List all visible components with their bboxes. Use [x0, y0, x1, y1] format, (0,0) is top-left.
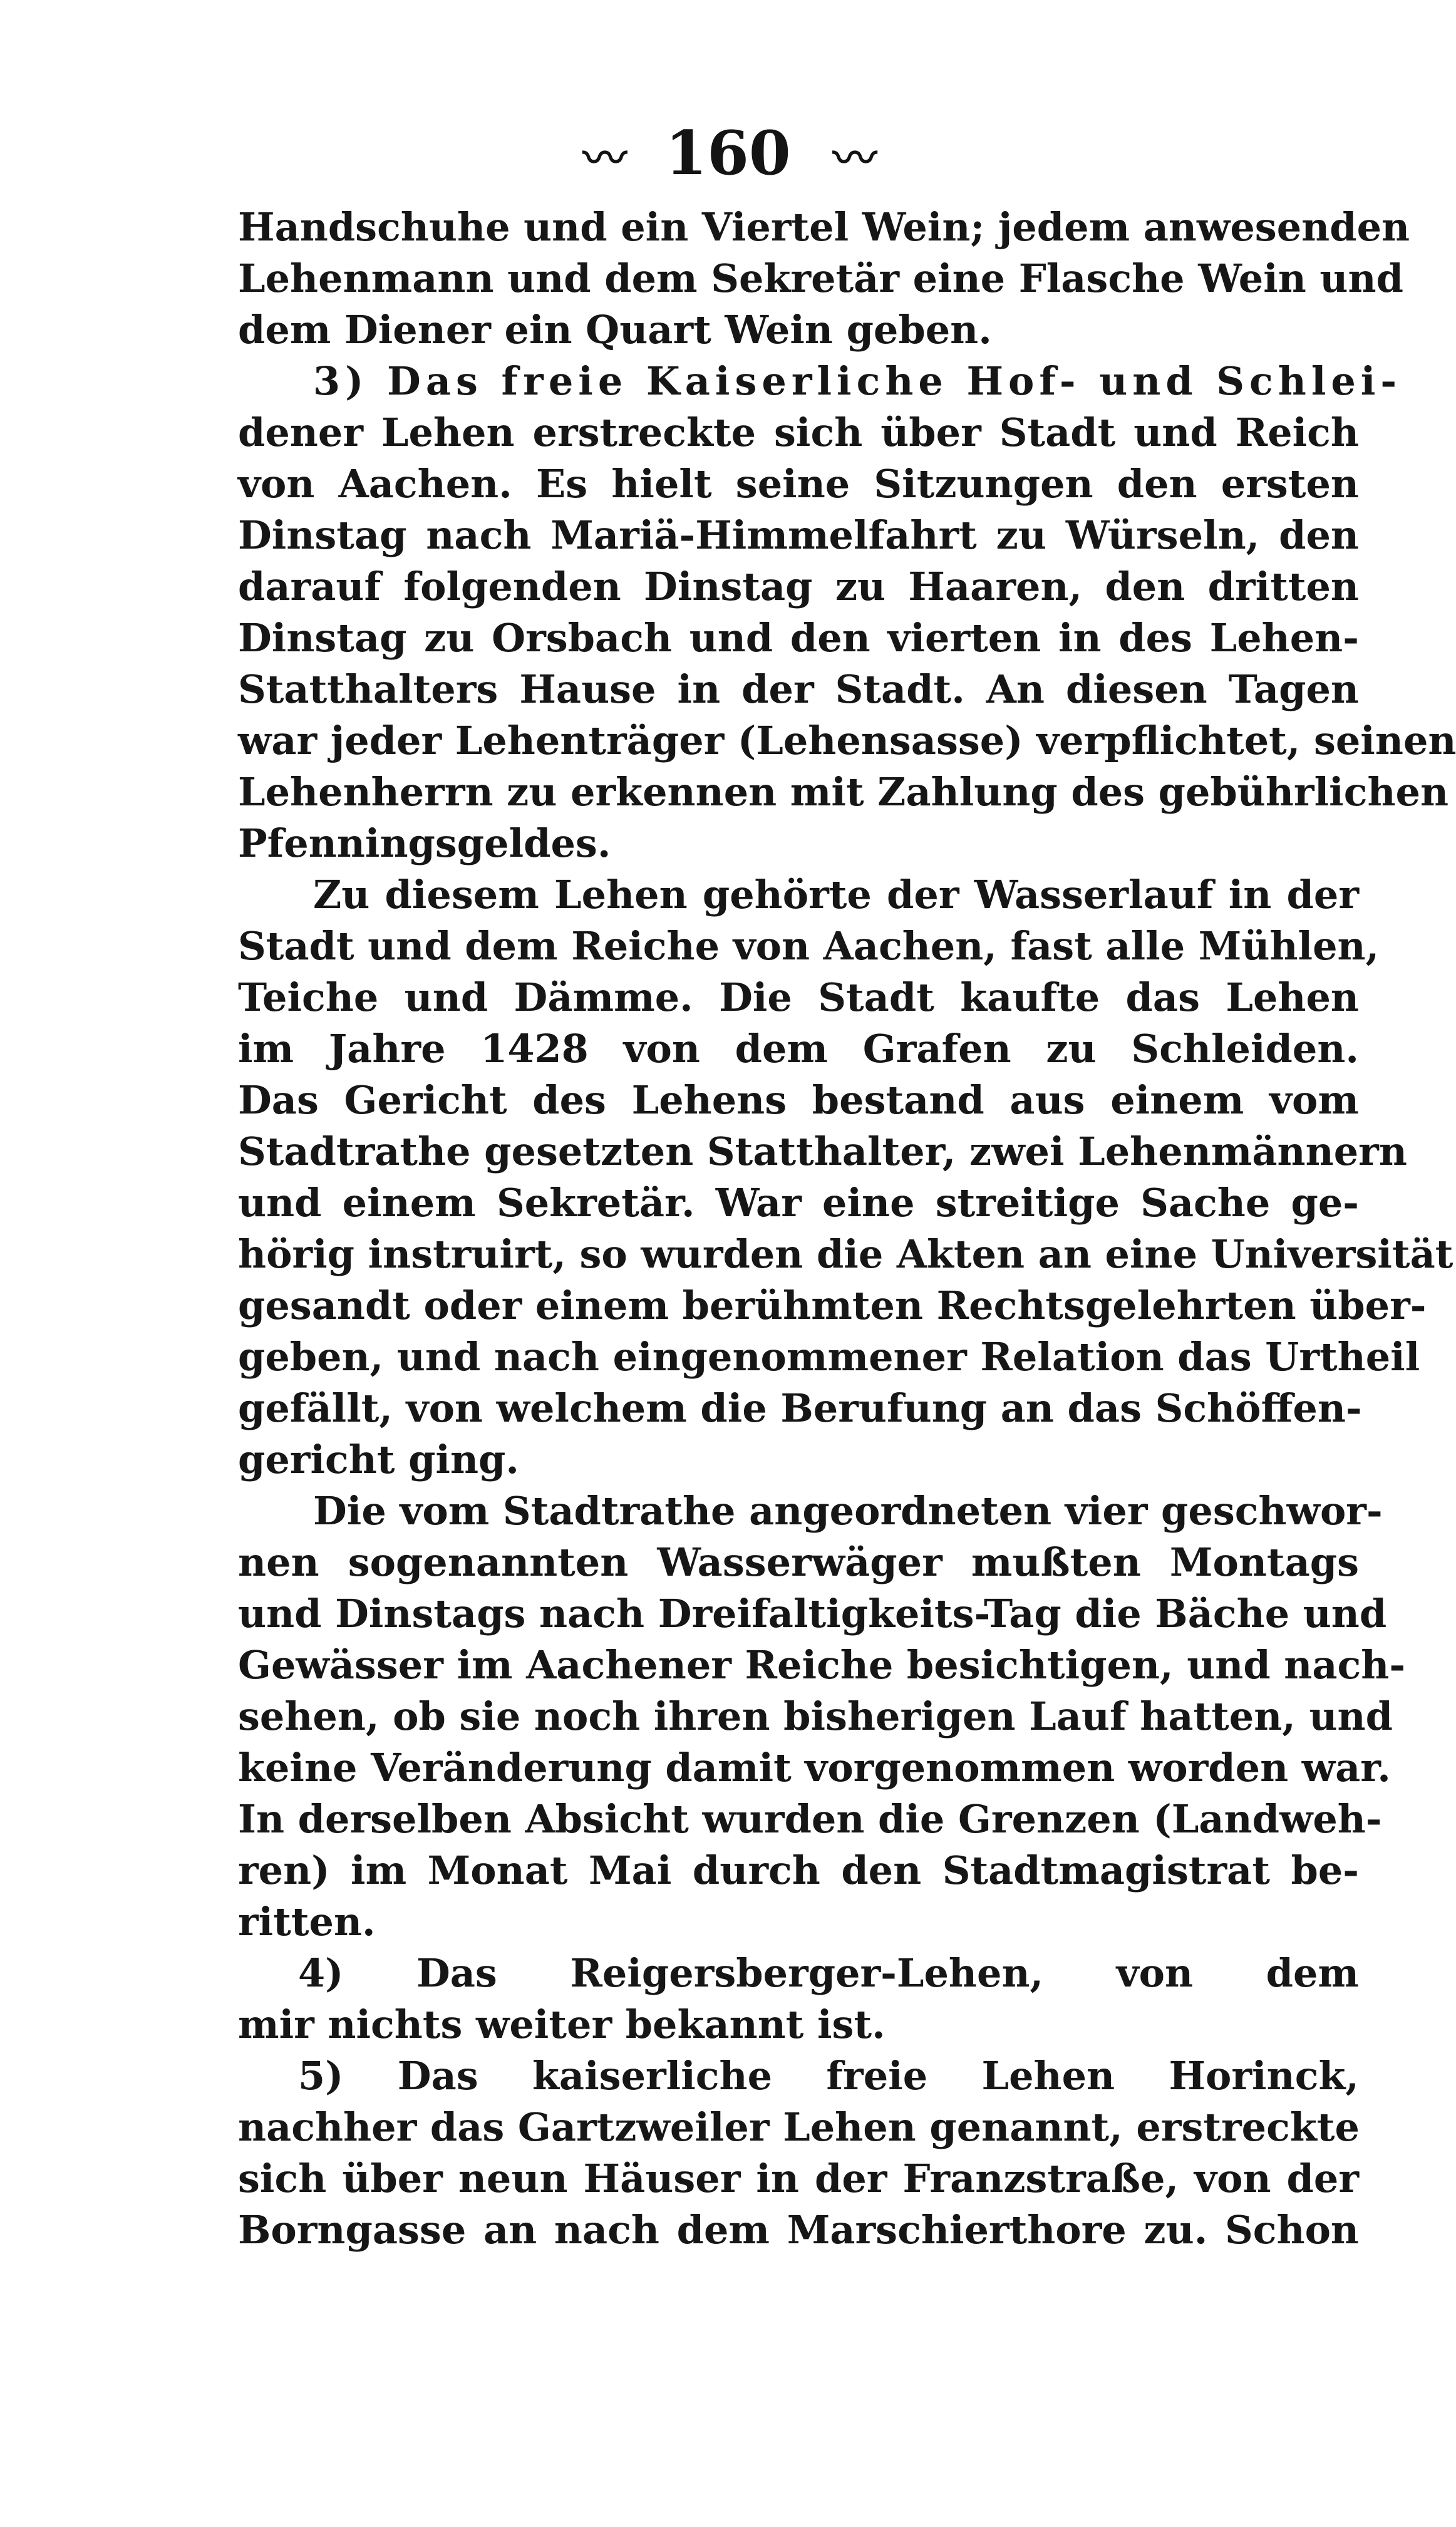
text-line: Teiche und Dämme. Die Stadt kaufte das Lehen	[238, 974, 1359, 1020]
text-line: 3) Das freie Kaiserliche Hof- und Schlei-	[313, 358, 1402, 404]
text-line: gefällt, von welchem die Berufung an das Schöffen-	[238, 1385, 1362, 1431]
text-line: im Jahre 1428 von dem Grafen zu Schleiden.	[238, 1026, 1359, 1072]
text-line: geben, und nach eingenommener Relation das Urtheil	[238, 1334, 1420, 1380]
text-line: Lehenmann und dem Sekretär eine Flasche Wein und	[238, 256, 1403, 301]
text-line: nachher das Gartzweiler Lehen genannt, erstreckte	[238, 2104, 1360, 2150]
text-line: gesandt oder einem berühmten Rechtsgelehrten über-	[238, 1283, 1427, 1328]
text-line: mir nichts weiter bekannt ist.	[238, 2002, 885, 2047]
text-line: Zu diesem Lehen gehörte der Wasserlauf in der	[313, 872, 1359, 917]
text-line: gericht ging.	[238, 1437, 519, 1482]
text-line: dem Diener ein Quart Wein geben.	[238, 307, 992, 353]
text-line: war jeder Lehenträger (Lehensasse) verpflichtet, seinen	[238, 718, 1456, 763]
text-line: Borngasse an nach dem Marschierthore zu. Schon	[238, 2207, 1359, 2253]
text-line: Das Gericht des Lehens bestand aus einem vom	[238, 1077, 1359, 1123]
page-header	[0, 119, 1456, 193]
text-line: Statthalters Hause in der Stadt. An diesen Tagen	[238, 666, 1359, 712]
text-line: Dinstag nach Mariä-Himmelfahrt zu Würseln, den	[238, 512, 1359, 558]
text-line: 4) Das Reigersberger-Lehen, von dem	[298, 1950, 1359, 1996]
text-line: keine Veränderung damit vorgenommen worden war.	[238, 1745, 1391, 1791]
text-line: ren) im Monat Mai durch den Stadtmagistrat be-	[238, 1847, 1359, 1893]
text-line: Stadtrathe gesetzten Statthalter, zwei Lehenmännern	[238, 1129, 1407, 1174]
text-line: 5) Das kaiserliche freie Lehen Horinck,	[298, 2053, 1359, 2099]
text-line: Lehenherrn zu erkennen mit Zahlung des gebührlichen	[238, 769, 1449, 815]
text-line: ritten.	[238, 1899, 376, 1945]
ornament-left: 〰	[582, 132, 623, 185]
text-line: Handschuhe und ein Viertel Wein; jedem anwesenden	[238, 204, 1410, 250]
text-line: dener Lehen erstreckte sich über Stadt und Reich	[238, 410, 1359, 455]
text-line: von Aachen. Es hielt seine Sitzungen den ersten	[238, 461, 1359, 507]
page-number: 160	[665, 118, 791, 189]
text-line: Dinstag zu Orsbach und den vierten in des Lehen-	[238, 615, 1359, 661]
text-line: Pfenningsgeldes.	[238, 820, 611, 866]
text-line: sich über neun Häuser in der Franzstraße, von der	[238, 2156, 1359, 2201]
text-line: und einem Sekretär. War eine streitige Sache ge-	[238, 1180, 1359, 1226]
text-line: Gewässer im Aachener Reiche besichtigen, und nach-	[238, 1642, 1406, 1688]
text-line: und Dinstags nach Dreifaltigkeits-Tag die Bäche und	[238, 1591, 1387, 1636]
ornament-right: 〰	[833, 132, 874, 185]
text-line: In derselben Absicht wurden die Grenzen (Landweh-	[238, 1796, 1382, 1842]
text-line: hörig instruirt, so wurden die Akten an eine Universität	[238, 1231, 1453, 1277]
body-text	[238, 202, 1456, 2256]
text-line: sehen, ob sie noch ihren bisherigen Lauf hatten, und	[238, 1693, 1393, 1739]
text-line: Die vom Stadtrathe angeordneten vier geschwor-	[313, 1488, 1383, 1534]
text-line: nen sogenannten Wasserwäger mußten Montags	[238, 1539, 1359, 1585]
text-line: Stadt und dem Reiche von Aachen, fast alle Mühlen,	[238, 923, 1380, 969]
text-line: darauf folgenden Dinstag zu Haaren, den dritten	[238, 564, 1359, 609]
